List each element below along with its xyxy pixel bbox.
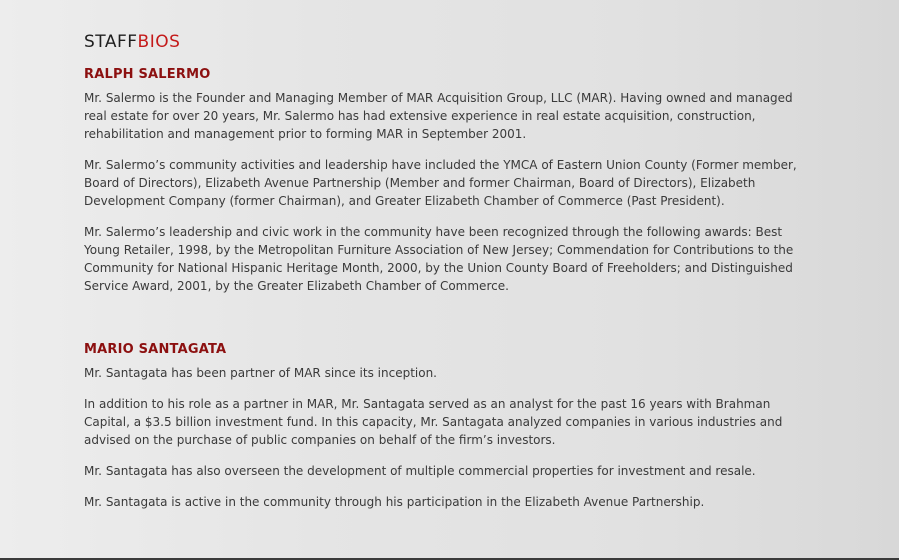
bio-paragraph: Mr. Salermo’s community activities and leadership have included the YMCA of Eastern Union County (Former member, Board of Directors), Elizabeth Avenue Partnership (Member and former Chairman, Board of Directors), Elizabeth Development Company (former Chairman), and Greater Elizabeth Chamber of Commerce (Past President). (84, 158, 797, 208)
bio-spacer (84, 308, 804, 341)
bio-paragraph: Mr. Salermo’s leadership and civic work in the community have been recognized through the following awards: Best Young Retailer, 1998, by the Metropolitan Furniture Association of New Jersey; Commendation for Contributions to the Community for National Hispanic Heritage Month, 2000, by the Union County Board of Freeholders; and Distinguished Service Award, 2001, by the Greater Elizabeth Chamber of Commerce. (84, 225, 794, 293)
page-title-bios: BIOS (137, 32, 181, 52)
page-title-staff: STAFF (84, 32, 138, 52)
person-name: MARIO SANTAGATA (84, 342, 227, 357)
bio-paragraph: In addition to his role as a partner in MAR, Mr. Santagata served as an analyst for the past 16 years with Brahman Capital, a $3.5 billion investment fund. In this capacity, Mr. Santagata analyzed companies in various industries and advised on the purchase of public companies on behalf of the firm’s investors. (84, 397, 783, 447)
person-name: RALPH SALERMO (84, 67, 211, 82)
bio-mario-santagata (84, 341, 804, 511)
page-title (84, 31, 804, 53)
bio-paragraph: Mr. Santagata has been partner of MAR since its inception. (84, 366, 437, 380)
bio-paragraph: Mr. Santagata has also overseen the development of multiple commercial properties for investment and resale. (84, 464, 756, 478)
bio-ralph-salermo (84, 66, 804, 295)
bio-paragraph: Mr. Salermo is the Founder and Managing Member of MAR Acquisition Group, LLC (MAR). Having owned and managed real estate for over 20 years, Mr. Salermo has had extensive experience in real estate acquisition, construction, rehabilitation and management prior to forming MAR in September 2001. (84, 91, 793, 141)
staff-bios-page (84, 31, 804, 524)
bio-paragraph: Mr. Santagata is active in the community through his participation in the Elizabeth Avenue Partnership. (84, 495, 705, 509)
